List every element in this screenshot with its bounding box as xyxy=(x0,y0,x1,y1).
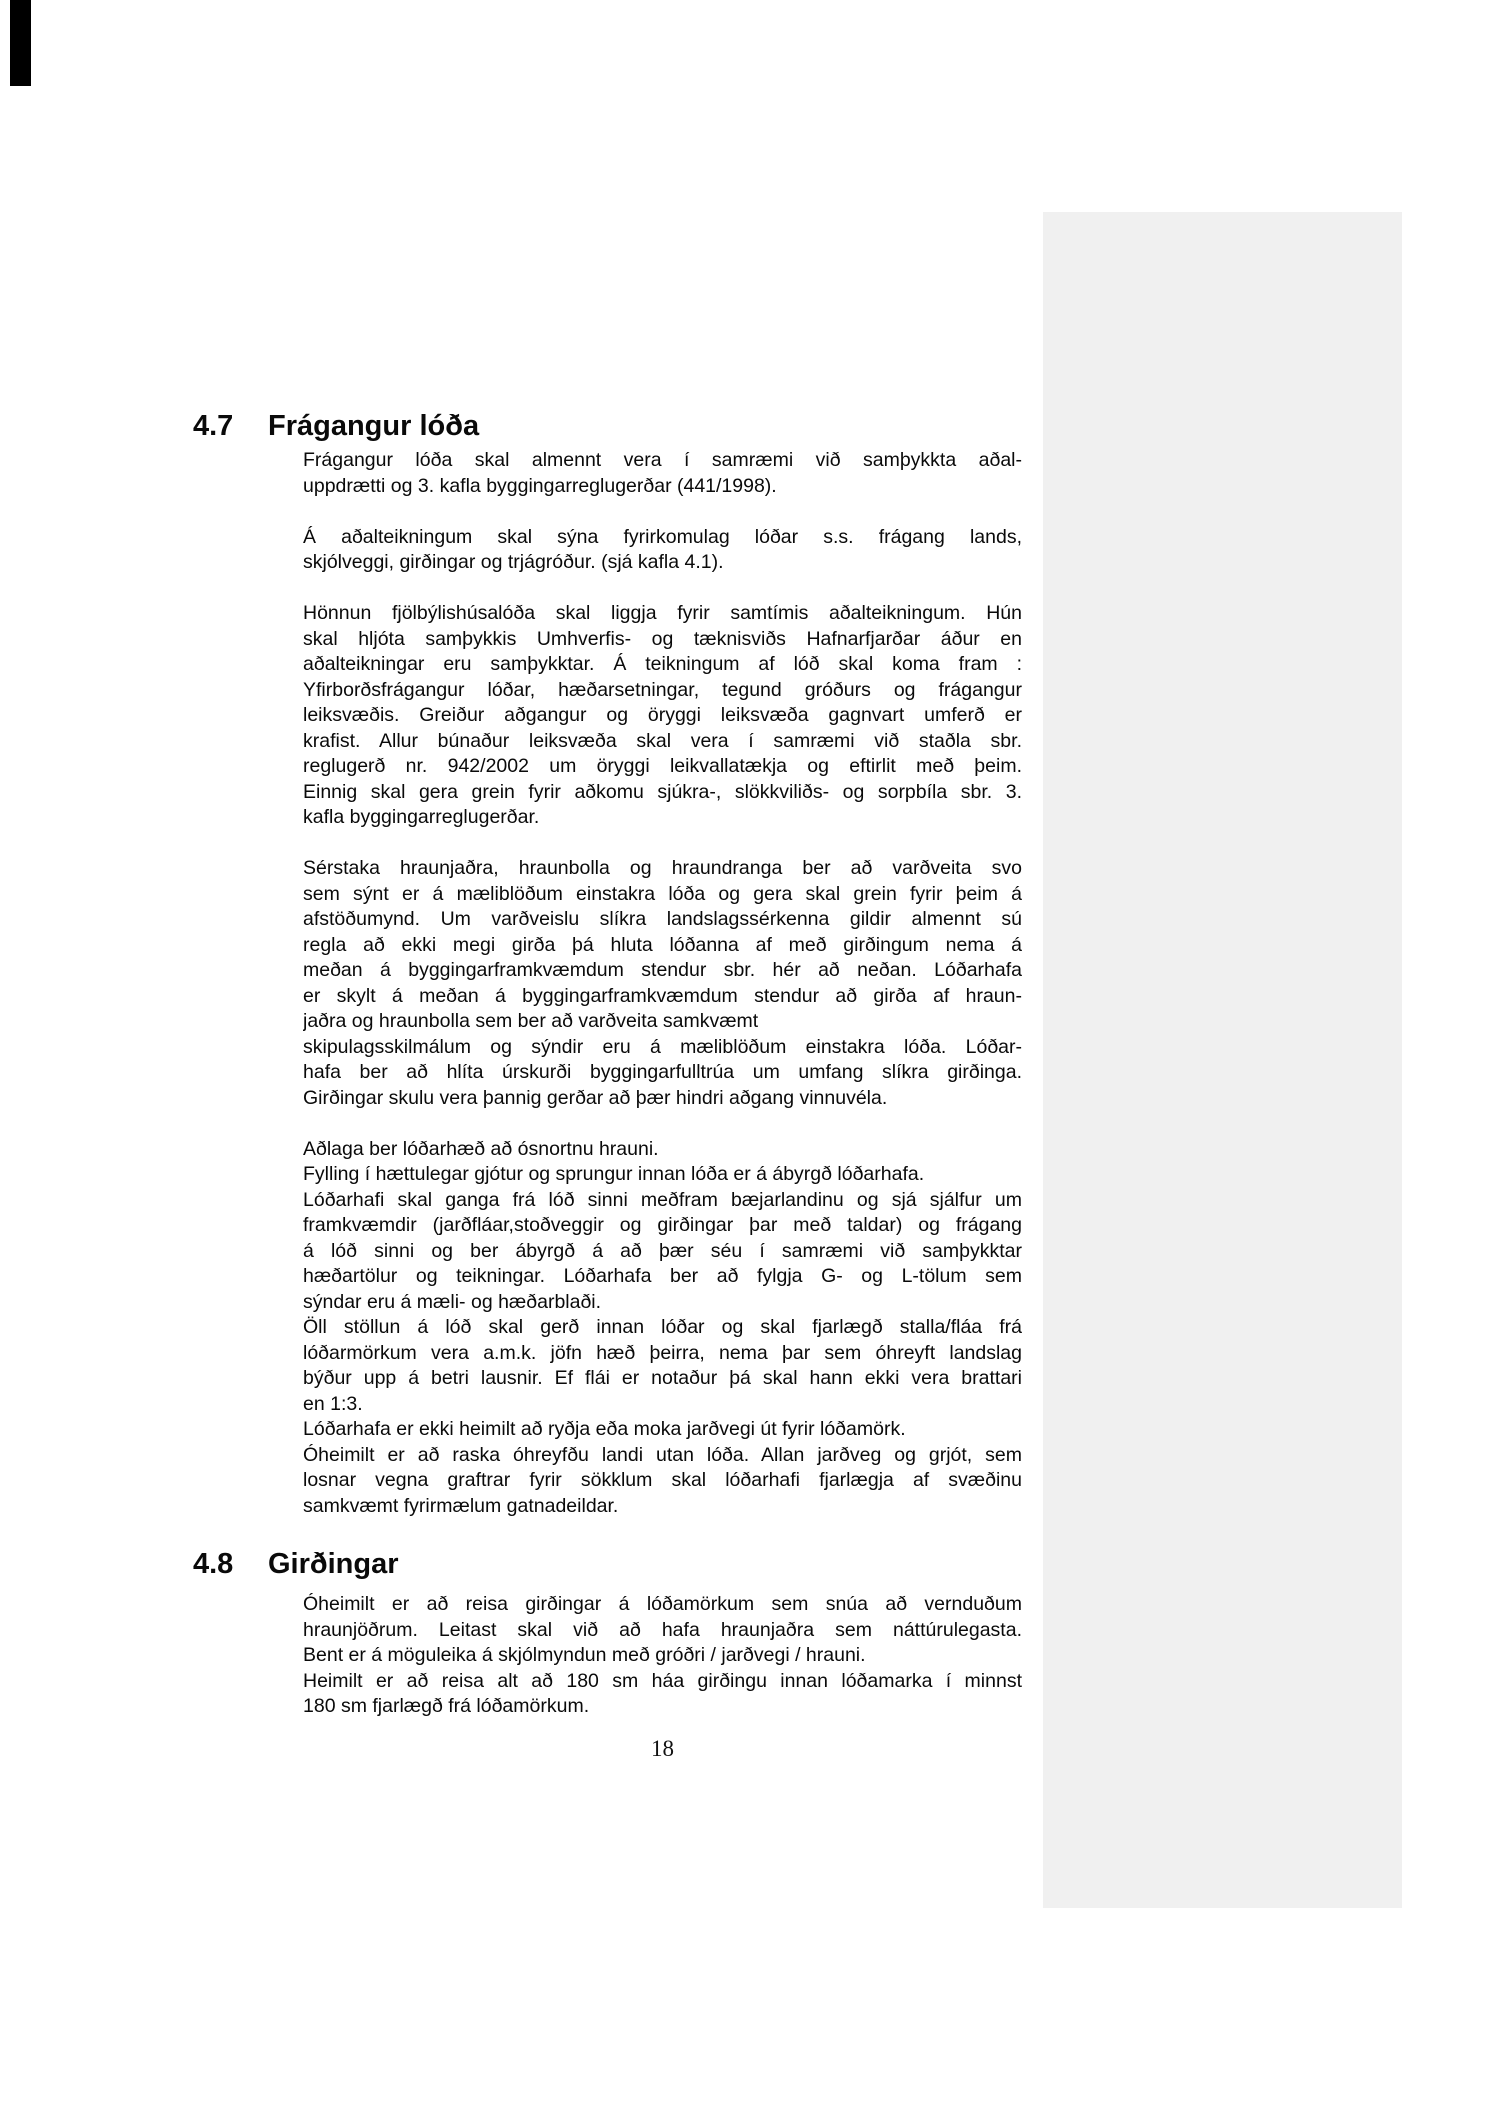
text-line: Frágangur lóða skal almennt vera í samræmi við samþykkta aðal- xyxy=(303,449,1022,471)
text-line: Á aðalteikningum skal sýna fyrirkomulag lóðar s.s. frágang lands, xyxy=(303,525,1022,548)
text-line: regla að ekki megi girða þá hluta lóðanna af með girðingum nema á xyxy=(303,933,1022,956)
section-title: Frágangur lóða xyxy=(268,410,480,442)
page-number: 18 xyxy=(651,1736,674,1761)
scan-edge-artifact xyxy=(10,0,31,86)
text-line: meðan á byggingarframkvæmdum stendur sbr. hér að neðan. Lóðarhafa xyxy=(303,959,1022,981)
text-line: aðalteikningar eru samþykktar. Á teikningum af lóð skal koma fram : xyxy=(303,653,1022,675)
paragraph xyxy=(303,525,1022,576)
text-line: Lóðarhafi skal ganga frá lóð sinni meðfram bæjarlandinu og sjá sjálfur um xyxy=(303,1188,1022,1211)
text-line: sýndar eru á mæli- og hæðarblaði. xyxy=(303,1290,602,1313)
text-line: býður upp á betri lausnir. Ef flái er notaður þá skal hann ekki vera brattari xyxy=(303,1367,1022,1389)
text-line: Öll stöllun á lóð skal gerð innan lóðar og skal fjarlægð stalla/fláa frá xyxy=(303,1316,1022,1338)
section-number: 4.7 xyxy=(193,410,234,442)
text-line: hraunjöðrum. Leitast skal við að hafa hraunjaðra sem náttúrulegasta. xyxy=(303,1618,1022,1641)
section-body-4-7 xyxy=(303,448,1022,1519)
text-line: krafist. Allur búnaður leiksvæða skal vera í samræmi við staðla sbr. xyxy=(303,729,1022,752)
text-line: Girðingar skulu vera þannig gerðar að þær hindri aðgang vinnuvéla. xyxy=(303,1086,888,1109)
text-line: jaðra og hraunbolla sem ber að varðveita samkvæmt xyxy=(303,1010,759,1032)
text-line: uppdrætti og 3. kafla byggingarreglugerðar (441/1998). xyxy=(303,474,777,497)
text-line: Aðlaga ber lóðarhæð að ósnortnu hrauni. xyxy=(303,1137,659,1160)
text-line: Sérstaka hraunjaðra, hraunbolla og hraundranga ber að varðveita svo xyxy=(303,857,1022,879)
paragraph xyxy=(303,601,1022,831)
text-line: Óheimilt er að raska óhreyfðu landi utan lóða. Allan jarðveg og grjót, sem xyxy=(303,1443,1022,1466)
text-line: losnar vegna graftrar fyrir sökklum skal lóðarhafi fjarlægja af svæðinu xyxy=(303,1469,1022,1491)
side-highlight-panel xyxy=(1043,212,1402,1908)
text-line: Óheimilt er að reisa girðingar á lóðamörkum sem snúa að vernduðum xyxy=(303,1593,1022,1615)
text-line: skal hljóta samþykkis Umhverfis- og tæknisviðs Hafnarfjarðar áður en xyxy=(303,627,1022,650)
text-line: en 1:3. xyxy=(303,1392,363,1415)
paragraph xyxy=(303,856,1022,1111)
section-body-4-8 xyxy=(303,1592,1022,1720)
text-line: er skylt á meðan á byggingarframkvæmdum stendur að girða af hraun- xyxy=(303,984,1022,1007)
text-line: hæðartölur og teikningar. Lóðarhafa ber að fylgja G- og L-tölum sem xyxy=(303,1265,1022,1287)
text-line: afstöðumynd. Um varðveislu slíkra landslagssérkenna gildir almennt sú xyxy=(303,908,1022,930)
text-line: sem sýnt er á mæliblöðum einstakra lóða og gera skal grein fyrir þeim á xyxy=(303,882,1022,905)
text-line: hafa ber að hlíta úrskurði byggingarfulltrúa um umfang slíkra girðinga. xyxy=(303,1061,1022,1083)
text-line: reglugerð nr. 942/2002 um öryggi leikvallatækja og eftirlit með þeim. xyxy=(303,755,1022,777)
text-line: Heimilt er að reisa alt að 180 sm háa girðingu innan lóðamarka í minnst xyxy=(303,1669,1022,1692)
text-line: Fylling í hættulegar gjótur og sprungur innan lóða er á ábyrgð lóðarhafa. xyxy=(303,1163,925,1185)
text-line: skjólveggi, girðingar og trjágróður. (sjá kafla 4.1). xyxy=(303,551,724,573)
text-line: framkvæmdir (jarðfláar,stoðveggir og girðingar þar með taldar) og frágang xyxy=(303,1214,1022,1236)
section-title: Girðingar xyxy=(268,1548,399,1580)
text-line: Yfirborðsfrágangur lóðar, hæðarsetningar, tegund gróðurs og frágangur xyxy=(303,678,1022,701)
text-line: Hönnun fjölbýlishúsalóða skal liggja fyrir samtímis aðalteikningum. Hún xyxy=(303,602,1022,624)
text-line: lóðarmörkum vera a.m.k. jöfn hæð þeirra, nema þar sem óhreyft landslag xyxy=(303,1341,1022,1364)
text-line: Einnig skal gera grein fyrir aðkomu sjúkra-, slökkviliðs- og sorpbíla sbr. 3. xyxy=(303,780,1022,803)
paragraph xyxy=(303,1137,1022,1520)
text-line: leiksvæðis. Greiður aðgangur og öryggi leiksvæða gagnvart umferð er xyxy=(303,704,1022,726)
text-line: 180 sm fjarlægð frá lóðamörkum. xyxy=(303,1695,590,1717)
section-heading-4-7 xyxy=(193,410,1033,443)
text-line: samkvæmt fyrirmælum gatnadeildar. xyxy=(303,1494,619,1517)
paragraph xyxy=(303,1592,1022,1720)
text-line: Bent er á möguleika á skjólmyndun með gróðri / jarðvegi / hrauni. xyxy=(303,1644,866,1666)
text-line: Lóðarhafa er ekki heimilt að ryðja eða moka jarðvegi út fyrir lóðamörk. xyxy=(303,1418,906,1440)
paragraph xyxy=(303,448,1022,499)
section-number: 4.8 xyxy=(193,1548,234,1580)
section-heading-4-8 xyxy=(193,1548,1033,1581)
text-line: kafla byggingarreglugerðar. xyxy=(303,806,540,828)
text-line: á lóð sinni og ber ábyrgð á að þær séu í samræmi við samþykktar xyxy=(303,1239,1022,1262)
text-line: skipulagsskilmálum og sýndir eru á mæliblöðum einstakra lóða. Lóðar- xyxy=(303,1035,1022,1058)
